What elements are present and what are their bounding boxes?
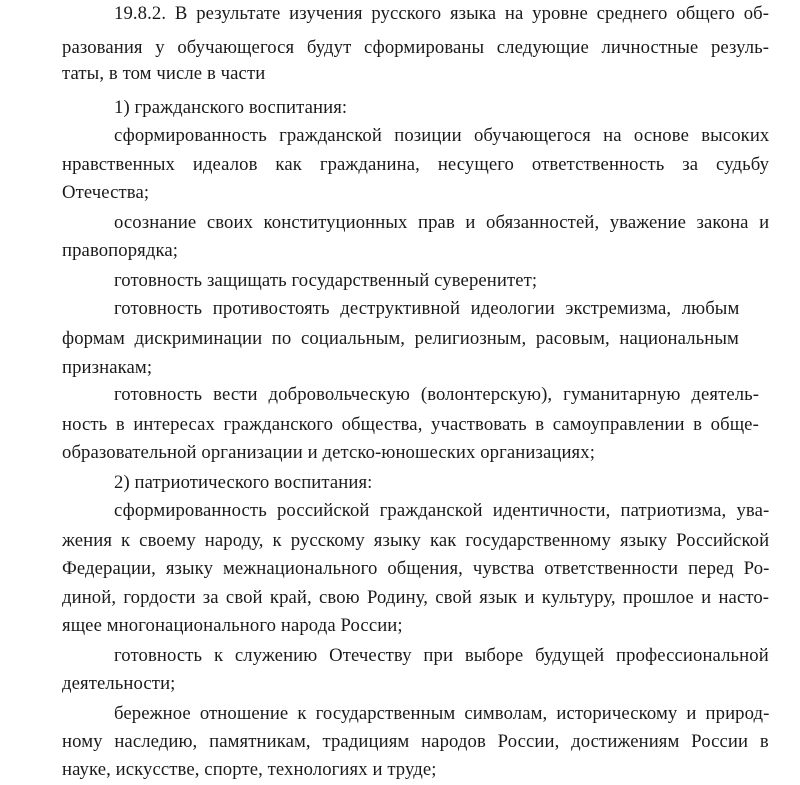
text-line: бережное отношение к государственным символам, историческому и природ-	[114, 703, 770, 724]
text-line: таты, в том числе в части	[62, 63, 266, 84]
text-line: Отечества;	[62, 182, 150, 203]
section-heading: 1) гражданского воспитания:	[114, 97, 348, 118]
text-line: разования у обучающегося будут сформированы следующие личностные резуль-	[62, 37, 770, 58]
text-line: диной, гордости за свой край, свою Родину, свой язык и культуру, прошлое и насто-	[62, 587, 770, 608]
text-line: сформированность российской гражданской идентичности, патриотизма, ува-	[114, 500, 770, 521]
text-line: ному наследию, памятникам, традициям народов России, достижениям России в	[62, 731, 769, 752]
text-line: правопорядка;	[62, 240, 179, 261]
text-line: Федерации, языку межнационального общения, чувства ответственности перед Ро-	[62, 558, 770, 579]
text-line: сформированность гражданской позиции обучающегося на основе высоких	[114, 125, 770, 146]
text-line: ящее многонационального народа России;	[62, 615, 403, 636]
text-line: готовность вести добровольческую (волонтерскую), гуманитарную деятель-	[114, 384, 760, 405]
text-line: нравственных идеалов как гражданина, несущего ответственность за судьбу	[62, 154, 770, 175]
text-line: готовность защищать государственный суверенитет;	[114, 270, 538, 291]
text-line: жения к своему народу, к русскому языку как государственному языку Российской	[62, 530, 770, 551]
text-line: образовательной организации и детско-юношеских организациях;	[62, 442, 595, 463]
text-line: 19.8.2. В результате изучения русского языка на уровне среднего общего об-	[114, 3, 770, 24]
section-heading: 2) патриотического воспитания:	[114, 472, 373, 493]
text-line: готовность к служению Отечеству при выборе будущей профессиональной	[114, 645, 769, 666]
text-line: науке, искусстве, спорте, технологиях и труде;	[62, 759, 437, 780]
text-line: ность в интересах гражданского общества, участвовать в самоуправлении в обще-	[62, 414, 759, 435]
text-line: признакам;	[62, 357, 153, 378]
text-line: деятельности;	[62, 673, 176, 694]
text-line: готовность противостоять деструктивной идеологии экстремизма, любым	[114, 298, 740, 319]
text-line: осознание своих конституционных прав и обязанностей, уважение закона и	[114, 212, 770, 233]
text-line: формам дискриминации по социальным, религиозным, расовым, национальным	[62, 328, 739, 349]
